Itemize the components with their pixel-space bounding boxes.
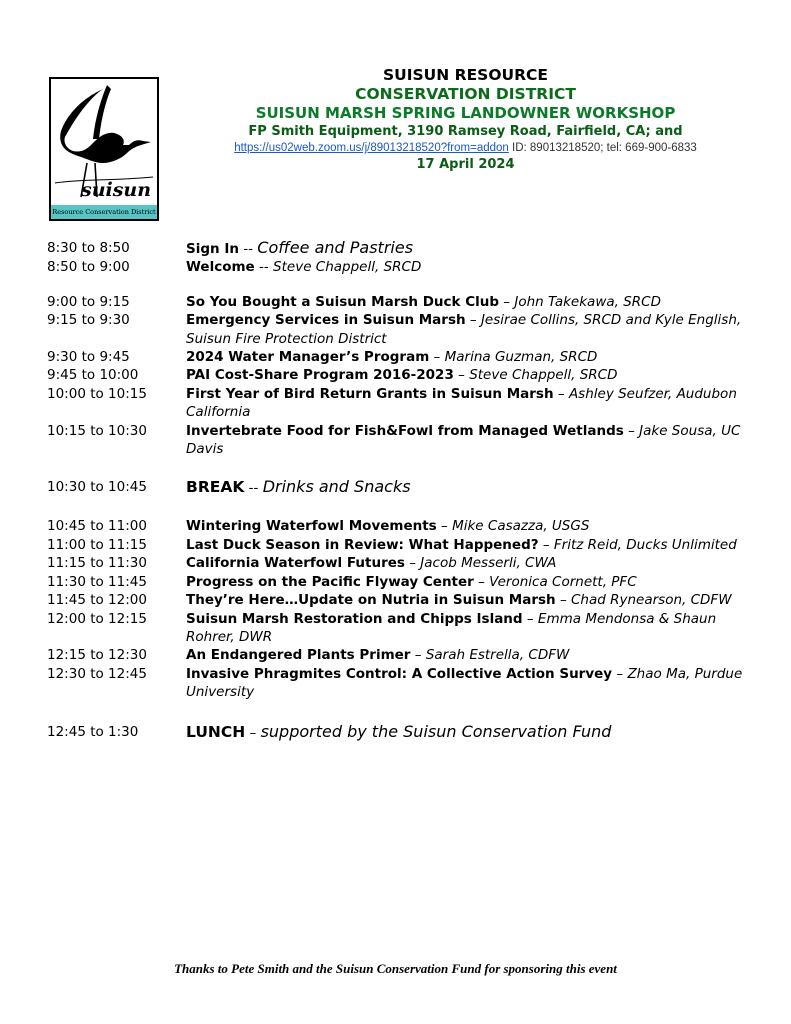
page-header: [180, 66, 751, 174]
district-logo: [49, 77, 159, 221]
org-name-line-2: CONSERVATION DISTRICT: [355, 85, 576, 103]
agenda-speaker: Emma Mendonsa & Shaun Rohrer, DWR: [186, 610, 717, 645]
agenda-time: 12:00 to 12:15: [47, 610, 147, 627]
agenda-separator: –: [553, 385, 569, 402]
agenda-row: [47, 591, 747, 609]
agenda-title: California Waterfowl Futures: [186, 555, 405, 572]
agenda-title: First Year of Bird Return Grants in Suisun Marsh: [186, 385, 554, 402]
agenda-list: [47, 239, 747, 743]
agenda-time: 9:00 to 9:15: [47, 293, 130, 310]
agenda-time: 10:00 to 10:15: [47, 385, 147, 402]
zoom-link[interactable]: https://us02web.zoom.us/j/89013218520?from=addon: [234, 142, 509, 154]
agenda-title: LUNCH: [186, 722, 246, 741]
agenda-speaker: Jesirae Collins, SRCD and Kyle English, Suisun Fire Protection District: [186, 312, 742, 347]
agenda-title: Welcome: [186, 259, 255, 276]
agenda-title: Wintering Waterfowl Movements: [186, 518, 437, 535]
agenda-row: [47, 348, 747, 366]
agenda-separator: –: [465, 312, 481, 329]
agenda-speaker: John Takekawa, SRCD: [514, 293, 661, 310]
agenda-time: 8:30 to 8:50: [47, 240, 130, 256]
agenda-speaker: supported by the Suisun Conservation Fund: [260, 721, 612, 741]
agenda-separator: –: [538, 536, 554, 553]
sponsor-footer: Thanks to Pete Smith and the Suisun Conservation Fund for sponsoring this event: [174, 961, 617, 976]
agenda-speaker: Ashley Seufzer, Audubon California: [186, 385, 737, 421]
agenda-separator: –: [612, 665, 628, 682]
agenda-title: BREAK: [186, 478, 245, 497]
agenda-title: Invasive Phragmites Control: A Collective Action Survey: [186, 665, 613, 682]
agenda-separator: --: [238, 241, 258, 257]
agenda-time: 11:00 to 11:15: [47, 536, 147, 553]
agenda-speaker: Chad Rynearson, CDFW: [571, 592, 732, 609]
agenda-speaker: Sarah Estrella, CDFW: [425, 647, 570, 664]
agenda-time: 11:15 to 11:30: [47, 555, 147, 572]
agenda-speaker: Jacob Messerli, CWA: [420, 555, 557, 572]
agenda-row-lunch: [47, 722, 747, 743]
agenda-title: So You Bought a Suisun Marsh Duck Club: [186, 293, 500, 310]
agenda-separator: –: [436, 518, 453, 535]
agenda-separator: –: [473, 573, 490, 590]
agenda-row: [47, 573, 747, 591]
agenda-time: 9:30 to 9:45: [47, 349, 130, 366]
agenda-speaker: Coffee and Pastries: [257, 238, 414, 257]
agenda-row: [47, 366, 747, 384]
logo-caption: Resource Conservation District: [51, 205, 157, 219]
agenda-time: 12:30 to 12:45: [47, 665, 147, 682]
agenda-time: 11:30 to 11:45: [47, 573, 147, 590]
agenda-speaker: Jake Sousa, UC Davis: [186, 422, 741, 458]
event-date: 17 April 2024: [416, 157, 515, 172]
agenda-time: 10:30 to 10:45: [47, 479, 147, 496]
agenda-separator: –: [555, 592, 571, 609]
agenda-speaker: Zhao Ma, Purdue University: [186, 665, 743, 701]
agenda-title: 2024 Water Manager’s Program: [186, 349, 430, 366]
agenda-separator: –: [623, 422, 640, 439]
agenda-separator: –: [522, 610, 538, 627]
agenda-row: [47, 554, 747, 572]
agenda-time: 9:45 to 10:00: [47, 367, 139, 384]
logo-wordmark: suisun: [81, 179, 152, 201]
agenda-time: 9:15 to 9:30: [47, 312, 130, 329]
agenda-time: 10:45 to 11:00: [47, 518, 147, 535]
agenda-row: [47, 258, 747, 276]
agenda-time: 10:15 to 10:30: [47, 422, 147, 439]
agenda-title: Last Duck Season in Review: What Happened?: [186, 536, 539, 553]
agenda-title: Sign In: [186, 241, 239, 257]
org-name-line-1: SUISUN RESOURCE: [383, 66, 548, 84]
agenda-speaker: Drinks and Snacks: [262, 477, 411, 497]
agenda-title: They’re Here…Update on Nutria in Suisun Marsh: [186, 592, 556, 609]
agenda-title: Emergency Services in Suisun Marsh: [186, 312, 466, 329]
agenda-row: [47, 311, 747, 348]
agenda-title: Progress on the Pacific Flyway Center: [186, 573, 474, 590]
agenda-speaker: Mike Casazza, USGS: [452, 518, 590, 535]
workshop-title: SUISUN MARSH SPRING LANDOWNER WORKSHOP: [255, 104, 676, 122]
agenda-speaker: Steve Chappell, SRCD: [273, 259, 422, 276]
agenda-separator: –: [453, 367, 470, 384]
zoom-id-phone: ID: 89013218520; tel: 669-900-6833: [508, 142, 697, 154]
agenda-separator: --: [244, 480, 263, 497]
venue-address: FP Smith Equipment, 3190 Ramsey Road, Fairfield, CA; and: [248, 124, 683, 139]
agenda-speaker: Marina Guzman, SRCD: [444, 349, 598, 366]
agenda-separator: –: [429, 349, 445, 366]
agenda-row: [47, 385, 747, 422]
agenda-separator: –: [499, 293, 515, 310]
agenda-row: [47, 646, 747, 664]
agenda-separator: –: [245, 724, 261, 741]
agenda-separator: –: [410, 647, 426, 664]
agenda-time: 12:45 to 1:30: [47, 723, 139, 740]
agenda-row: [47, 517, 747, 535]
agenda-row: [47, 536, 747, 554]
agenda-row: [47, 610, 747, 647]
agenda-speaker: Steve Chappell, SRCD: [469, 367, 618, 384]
agenda-row-break: [47, 477, 747, 498]
agenda-title: Suisun Marsh Restoration and Chipps Island: [186, 610, 523, 627]
agenda-time: 11:45 to 12:00: [47, 592, 147, 609]
agenda-row: [47, 665, 747, 702]
agenda-row: [47, 239, 747, 258]
agenda-speaker: Veronica Cornett, PFC: [489, 573, 637, 590]
agenda-title: An Endangered Plants Primer: [186, 647, 411, 664]
agenda-row: [47, 293, 747, 311]
agenda-title: Invertebrate Food for Fish&Fowl from Managed Wetlands: [186, 422, 624, 439]
agenda-time: 12:15 to 12:30: [47, 647, 147, 664]
agenda-separator: –: [404, 555, 421, 572]
agenda-separator: --: [254, 259, 274, 276]
agenda-time: 8:50 to 9:00: [47, 259, 130, 276]
agenda-row: [47, 422, 747, 459]
agenda-speaker: Fritz Reid, Ducks Unlimited: [553, 536, 737, 553]
agenda-title: PAI Cost-Share Program 2016-2023: [186, 367, 454, 384]
zoom-details: [180, 141, 751, 156]
